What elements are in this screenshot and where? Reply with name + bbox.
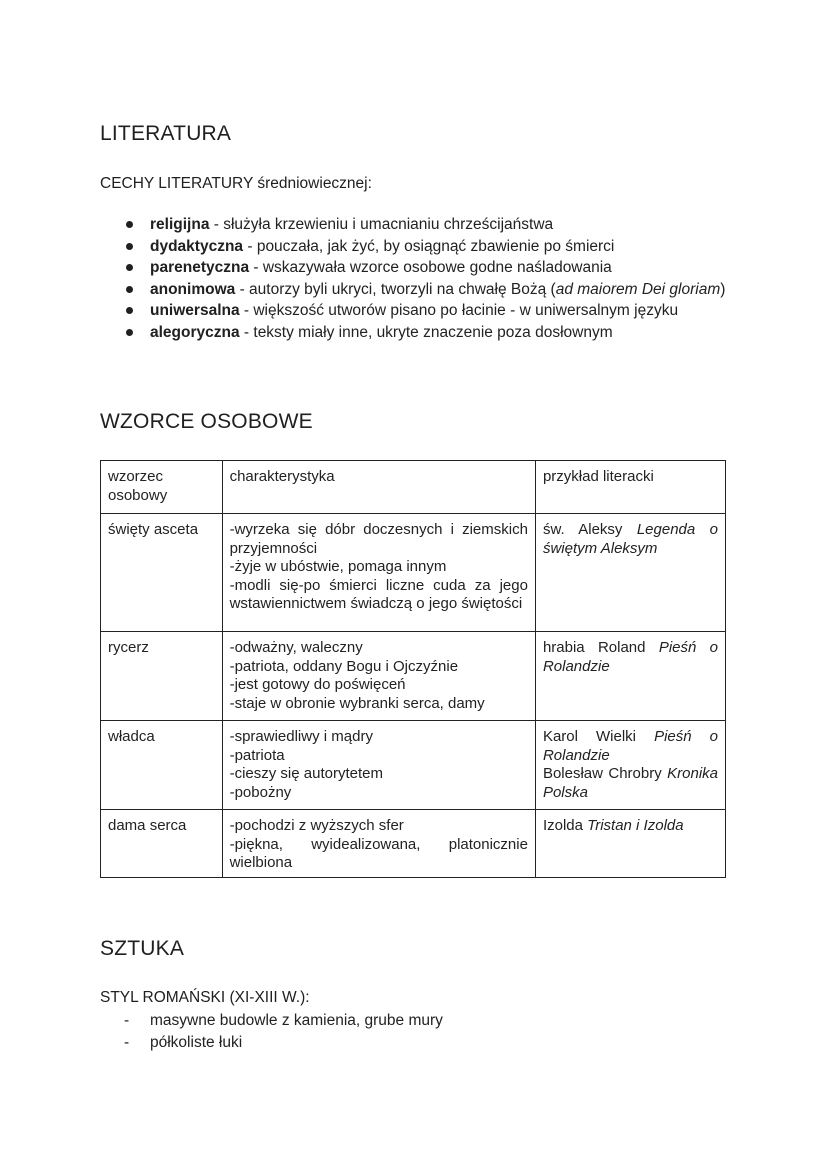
feature-term: dydaktyczna — [150, 237, 244, 255]
table-row — [101, 514, 726, 632]
example-title: Pieśń o Rolandzie — [542, 728, 718, 764]
trait-line: -patriota — [229, 746, 285, 764]
trait-line: -patriota, oddany Bogu i Ojczyźnie — [229, 657, 459, 675]
charakterystyka-cell — [222, 514, 535, 632]
table-row — [101, 632, 726, 721]
table-header-cell: wzorzec osobowy — [101, 461, 223, 514]
przyklad-cell — [535, 632, 725, 721]
features-list — [100, 214, 726, 343]
list-item — [100, 257, 726, 279]
wzorce-table — [100, 460, 726, 878]
styl-list — [100, 1010, 443, 1053]
bullet-icon — [126, 264, 133, 271]
example-title: Pieśń o Rolandzie — [542, 639, 718, 675]
feature-desc: - autorzy byli ukryci, tworzyli na chwałę Bożą ( — [235, 280, 556, 298]
przyklad-cell — [535, 721, 725, 810]
styl-item-text: masywne budowle z kamienia, grube mury — [150, 1012, 443, 1029]
bullet-icon — [126, 286, 133, 293]
styl-heading: STYL ROMAŃSKI (XI-XIII W.): — [100, 989, 310, 1006]
cechy-heading: CECHY LITERATURY średniowiecznej: — [100, 175, 372, 192]
wzorzec-cell: święty asceta — [101, 514, 223, 632]
example-author: św. Aleksy — [542, 521, 637, 538]
feature-desc: - większość utworów pisano po łacinie - w uniwersalnym języku — [239, 302, 679, 319]
feature-term: parenetyczna — [150, 259, 250, 276]
feature-term: alegoryczna — [150, 323, 240, 341]
trait-line: -pochodzi z wyższych sfer — [229, 817, 404, 834]
wzorzec-cell: władca — [101, 721, 223, 810]
example-title: Kronika Polska — [542, 765, 718, 801]
example-author: Bolesław Chrobry — [542, 765, 668, 783]
wzorzec-cell: rycerz — [101, 632, 223, 721]
table-header-cell: przykład literacki — [535, 461, 725, 514]
trait-line: -jest gotowy do poświęceń — [229, 676, 406, 694]
feature-desc: - pouczała, jak żyć, by osiągnąć zbawienie po śmierci — [243, 237, 615, 255]
example-author: Izolda — [542, 817, 588, 834]
dash-marker: - — [124, 1012, 130, 1029]
trait-line: -odważny, waleczny — [229, 639, 363, 656]
dash-marker: - — [124, 1033, 130, 1051]
list-item — [100, 214, 726, 236]
heading-literatura: LITERATURA — [100, 122, 232, 145]
list-item — [100, 322, 726, 344]
feature-term: anonimowa — [150, 280, 236, 298]
table-row — [101, 810, 726, 878]
example-title: Tristan i Izolda — [587, 817, 684, 834]
feature-desc-after: ) — [720, 280, 726, 298]
trait-line: -wyrzeka się dóbr doczesnych i ziemskich przyjemności — [229, 521, 528, 557]
list-item — [100, 236, 726, 258]
charakterystyka-cell — [222, 632, 535, 721]
trait-line: -sprawiedliwy i mądry — [229, 728, 373, 745]
trait-line: -staje w obronie wybranki serca, damy — [229, 694, 485, 712]
charakterystyka-cell — [222, 721, 535, 810]
bullet-icon — [126, 307, 133, 314]
przyklad-cell — [535, 514, 725, 632]
feature-term: religijna — [150, 216, 210, 233]
heading-sztuka: SZTUKA — [100, 937, 185, 960]
feature-term: uniwersalna — [150, 302, 240, 319]
trait-line: -pobożny — [229, 783, 292, 801]
wzorzec-cell: dama serca — [101, 810, 223, 878]
list-item — [100, 300, 726, 322]
feature-desc: - służyła krzewieniu i umacnianiu chrześcijaństwa — [209, 216, 554, 233]
list-item — [100, 1032, 443, 1054]
bullet-icon — [126, 329, 133, 336]
list-item — [100, 1010, 443, 1032]
table-header-row — [101, 461, 726, 514]
table-row — [101, 721, 726, 810]
charakterystyka-cell — [222, 810, 535, 878]
table-header-cell: charakterystyka — [222, 461, 535, 514]
styl-item-text: półkoliste łuki — [150, 1033, 243, 1051]
heading-wzorce-osobowe: WZORCE OSOBOWE — [100, 410, 313, 433]
example-title: Legenda o świętym Aleksym — [542, 521, 719, 557]
bullet-icon — [126, 221, 133, 228]
bullet-icon — [126, 243, 133, 250]
trait-line: -cieszy się autorytetem — [229, 765, 383, 783]
trait-line: -żyje w ubóstwie, pomaga innym — [229, 558, 447, 576]
feature-desc-italic: ad maiorem Dei gloriam — [555, 280, 721, 298]
example-author: Karol Wielki — [542, 728, 655, 745]
feature-desc: - wskazywała wzorce osobowe godne naśladowania — [249, 259, 612, 276]
example-author: hrabia Roland — [542, 639, 659, 656]
trait-line: -piękna, wyidealizowana, platonicznie wielbiona — [229, 835, 528, 872]
list-item — [100, 279, 726, 301]
trait-line: -modli się-po śmierci liczne cuda za jego wstawiennictwem świadczą o jego świętości — [229, 576, 528, 613]
przyklad-cell — [535, 810, 725, 878]
feature-desc: - teksty miały inne, ukryte znaczenie poza dosłownym — [239, 323, 613, 341]
